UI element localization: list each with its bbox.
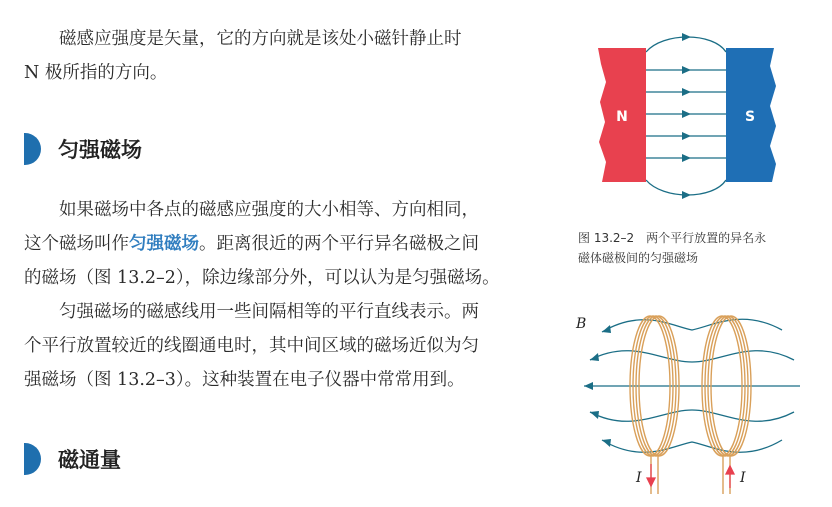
- figure-parallel-coils: [572, 308, 812, 498]
- current-arrow-down-icon: [647, 464, 655, 486]
- caption-line: 磁体磁极间的匀强磁场: [578, 251, 699, 265]
- field-label: B: [576, 316, 587, 332]
- paragraph-line: 如果磁场中各点的磁感应强度的大小相等、方向相同，: [59, 200, 479, 220]
- paragraph-uniform-field-definition: [24, 193, 544, 295]
- paragraph-line: 的磁场（图 13.2–2），除边缘部分外，可以认为是匀强磁场。: [24, 268, 500, 288]
- figure-caption: [578, 228, 818, 268]
- paragraph-field-lines: [24, 295, 544, 397]
- paragraph-line: N 极所指的方向。: [24, 63, 168, 83]
- south-pole-label: S: [744, 109, 756, 125]
- heading-marker: [24, 133, 41, 165]
- right-coil: [702, 316, 751, 494]
- current-arrow-up-icon: [726, 466, 734, 488]
- section-heading-magnetic-flux: [24, 441, 121, 477]
- current-label-right: I: [740, 470, 746, 486]
- paragraph-line: 匀强磁场的磁感线用一些间隔相等的平行直线表示。两: [59, 302, 479, 322]
- current-label-left: I: [636, 470, 642, 486]
- north-pole-label: N: [616, 109, 628, 125]
- paragraph-line: 磁感应强度是矢量，它的方向就是该处小磁针静止时: [59, 29, 462, 49]
- highlighted-term: 匀强磁场: [129, 234, 199, 254]
- paragraph-line: 强磁场（图 13.2–3）。这种装置在电子仪器中常常用到。: [24, 370, 465, 390]
- heading-title: 磁通量: [58, 448, 121, 472]
- paragraph-line: [24, 227, 544, 261]
- field-line-arrows: [682, 33, 691, 199]
- paragraph-line: 个平行放置较近的线圈通电时，其中间区域的磁场近似为匀: [24, 336, 479, 356]
- section-heading-uniform-field: [24, 131, 142, 167]
- heading-title: 匀强磁场: [58, 138, 142, 162]
- paragraph-direction: [24, 22, 544, 90]
- left-coil: [630, 316, 679, 494]
- caption-line: 图 13.2–2 两个平行放置的异名永: [578, 231, 767, 245]
- text-run: 这个磁场叫作: [24, 234, 129, 254]
- heading-marker: [24, 443, 41, 475]
- coil-field-lines: [584, 319, 800, 452]
- figure-magnet-poles: [598, 30, 780, 200]
- text-run: 。距离很近的两个平行异名磁极之间: [199, 234, 479, 254]
